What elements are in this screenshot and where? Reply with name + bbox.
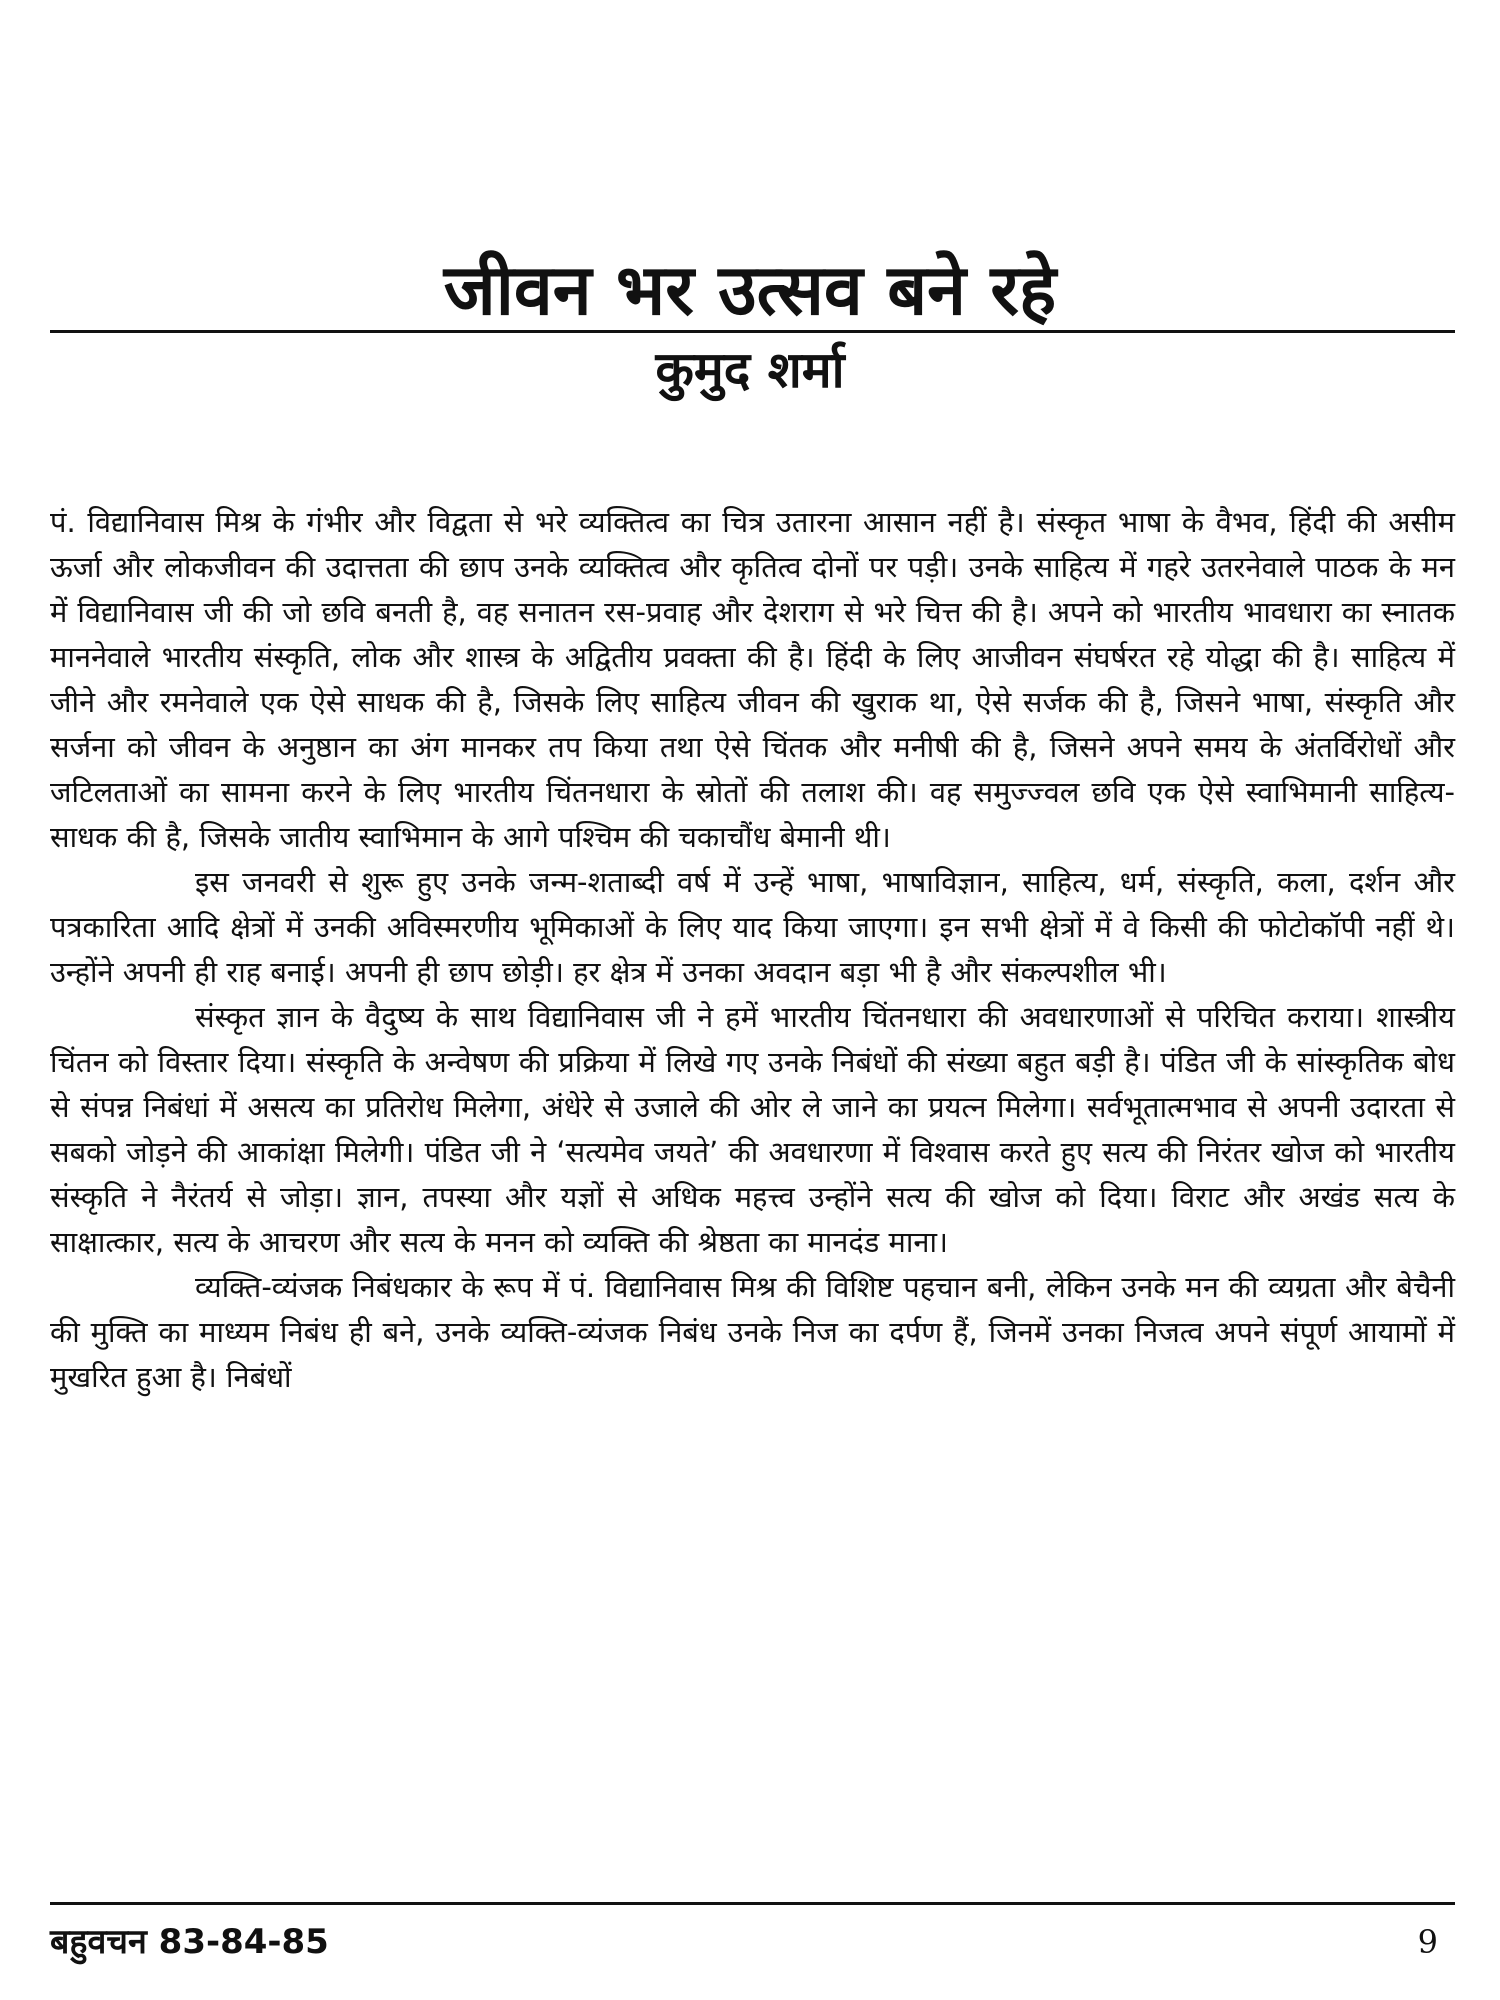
paragraph: व्यक्ति-व्यंजक निबंधकार के रूप में पं. विद्यानिवास मिश्र की विशिष्ट पहचान बनी, लेकिन उनके मन की व्यग्रता और बेचैनी की मुक्ति का माध्यम निबंध ही बने, उनके व्यक्ति-व्यंजक निबंध उनके निज का दर्पण हैं, जिनमें उनका निजत्व अपने संपूर्ण आयामों में मुखरित हुआ है। निबंधों <box>50 1270 1455 1394</box>
paragraph: संस्कृत ज्ञान के वैदुष्य के साथ विद्यानिवास जी ने हमें भारतीय चिंतनधारा की अवधारणाओं से परिचित कराया। शास्त्रीय चिंतन को विस्तार दिया। संस्कृति के अन्वेषण की प्रक्रिया में लिखे गए उनके निबंधों की संख्या बहुत बड़ी है। पंडित जी के सांस्कृतिक बोध से संपन्न निबंधां में असत्य का प्रतिरोध मिलेगा, अंधेरे से उजाले की ओर ले जाने का प्रयत्न मिलेगा। सर्वभूतात्मभाव से अपनी उदारता से सबको जोड़ने की आकांक्षा मिलेगी। पंडित जी ने ‘सत्यमेव जयते’ की अवधारणा में विश्वास करते हुए सत्य की निरंतर खोज को भारतीय संस्कृति ने नैरंतर्य से जोड़ा। ज्ञान, तपस्या और यज्ञों से अधिक महत्त्व उन्होंने सत्य की खोज को दिया। विराट और अखंड सत्य के साक्षात्कार, सत्य के आचरण और सत्य के मनन को व्यक्ति की श्रेष्ठता का मानदंड माना। <box>50 1000 1455 1259</box>
paragraph: इस जनवरी से शुरू हुए उनके जन्म-शताब्दी वर्ष में उन्हें भाषा, भाषाविज्ञान, साहित्य, धर्म, संस्कृति, कला, दर्शन और पत्रकारिता आदि क्षेत्रों में उनकी अविस्मरणीय भूमिकाओं के लिए याद किया जाएगा। इन सभी क्षेत्रों में वे किसी की फोटोकॉपी नहीं थे। उन्होंने अपनी ही राह बनाई। अपनी ही छाप छोड़ी। हर क्षेत्र में उनका अवदान बड़ा भी है और संकल्पशील भी। <box>50 865 1455 989</box>
footer-divider <box>50 1902 1455 1905</box>
journal-name: बहुवचन 83-84-85 <box>50 1922 329 1962</box>
page-number: 9 <box>1417 1923 1438 1961</box>
title-divider <box>50 330 1455 333</box>
article-title: जीवन भर उत्सव बने रहे <box>443 249 1057 331</box>
author-name: कुमुद शर्मा <box>655 341 845 399</box>
paragraph: पं. विद्यानिवास मिश्र के गंभीर और विद्वता से भरे व्यक्तित्व का चित्र उतारना आसान नहीं है। संस्कृत भाषा के वैभव, हिंदी की असीम ऊर्जा और लोकजीवन की उदात्तता की छाप उनके व्यक्तित्व और कृतित्व दोनों पर पड़ी। उनके साहित्य में गहरे उतरनेवाले पाठक के मन में विद्यानिवास जी की जो छवि बनती है, वह सनातन रस-प्रवाह और देशराग से भरे चित्त की है। अपने को भारतीय भावधारा का स्नातक माननेवाले भारतीय संस्कृति, लोक और शास्त्र के अद्वितीय प्रवक्ता की है। हिंदी के लिए आजीवन संघर्षरत रहे योद्धा की है। साहित्य में जीने और रमनेवाले एक ऐसे साधक की है, जिसके लिए साहित्य जीवन की खुराक था, ऐसे सर्जक की है, जिसने भाषा, संस्कृति और सर्जना को जीवन के अनुष्ठान का अंग मानकर तप किया तथा ऐसे चिंतक और मनीषी की है, जिसने अपने समय के अंतर्विरोधों और जटिलताओं का सामना करने के लिए भारतीय चिंतनधारा के स्रोतों की तलाश की। वह समुज्ज्वल छवि एक ऐसे स्वाभिमानी साहित्य-साधक की है, जिसके जातीय स्वाभिमान के आगे पश्चिम की चकाचौंध बेमानी थी। <box>50 505 1455 854</box>
article-body <box>50 500 1455 1400</box>
